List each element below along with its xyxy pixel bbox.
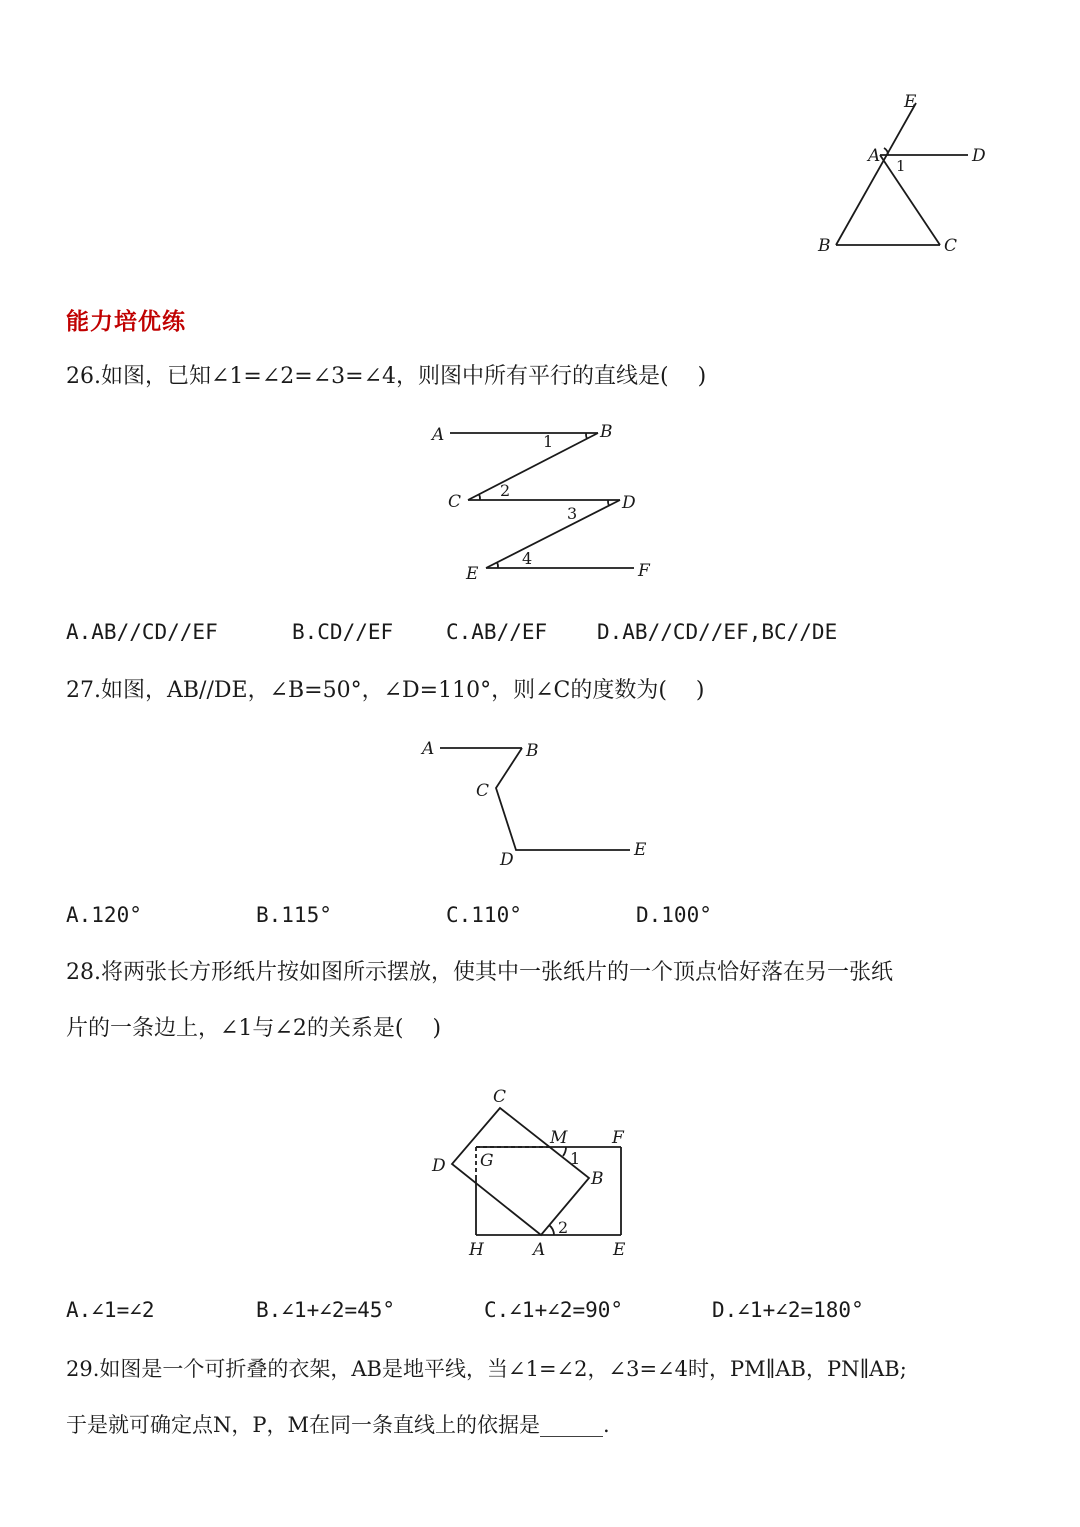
question-29-line-2: 于是就可确定点N，P，M在同一条直线上的依据是______. xyxy=(66,1413,610,1437)
figure-q26 xyxy=(420,415,670,590)
label-E: E xyxy=(904,92,917,112)
label-E: E xyxy=(466,564,479,584)
q26-option-c: C.AB//EF xyxy=(446,620,548,644)
q28-option-c: C.∠1+∠2=90° xyxy=(484,1298,624,1322)
label-1: 1 xyxy=(543,432,554,451)
q27-option-c: C.110° xyxy=(446,903,522,927)
label-2: 2 xyxy=(558,1218,569,1237)
label-E: E xyxy=(613,1240,626,1260)
label-F: F xyxy=(612,1128,624,1148)
q28-option-b: B.∠1+∠2=45° xyxy=(256,1298,396,1322)
question-28-line-2: 片的一条边上，∠1与∠2的关系是( ) xyxy=(66,1016,442,1041)
label-A: A xyxy=(422,739,435,759)
figure-q27 xyxy=(420,730,660,870)
label-F: F xyxy=(638,561,650,581)
label-G: G xyxy=(480,1151,494,1171)
q27-option-d: D.100° xyxy=(636,903,712,927)
q28-option-a: A.∠1=∠2 xyxy=(66,1298,155,1322)
label-B: B xyxy=(526,741,539,761)
q28-option-d: D.∠1+∠2=180° xyxy=(712,1298,864,1322)
label-1: 1 xyxy=(570,1149,581,1168)
label-A: A xyxy=(868,146,881,166)
label-2: 2 xyxy=(500,481,511,500)
label-C: C xyxy=(493,1087,507,1107)
label-D: D xyxy=(622,493,636,513)
q26-option-b: B.CD//EF xyxy=(292,620,394,644)
figure-q25 xyxy=(800,85,1000,265)
figure-q28 xyxy=(420,1080,660,1265)
label-3: 3 xyxy=(567,504,578,523)
question-26-text: 26.如图，已知∠1=∠2=∠3=∠4，则图中所有平行的直线是( ) xyxy=(66,364,707,389)
question-27-text: 27.如图，AB//DE，∠B=50°，∠D=110°，则∠C的度数为( ) xyxy=(66,678,705,703)
label-C: C xyxy=(944,236,958,256)
q26-option-a: A.AB//CD//EF xyxy=(66,620,218,644)
question-29-line-1: 29.如图是一个可折叠的衣架，AB是地平线，当∠1=∠2，∠3=∠4时，PM∥AB，PN∥AB; xyxy=(66,1357,907,1381)
q27-option-a: A.120° xyxy=(66,903,142,927)
label-D: D xyxy=(432,1156,446,1176)
label-B: B xyxy=(591,1169,604,1189)
label-C: C xyxy=(476,781,490,801)
label-4: 4 xyxy=(522,549,533,568)
label-E: E xyxy=(634,840,647,860)
label-B: B xyxy=(600,422,613,442)
section-title: 能力培优练 xyxy=(66,309,186,335)
label-C: C xyxy=(448,492,462,512)
label-M: M xyxy=(550,1128,568,1148)
q26-option-d: D.AB//CD//EF,BC//DE xyxy=(597,620,838,644)
label-D: D xyxy=(972,146,986,166)
label-A: A xyxy=(432,425,445,445)
label-A: A xyxy=(533,1240,546,1260)
label-H: H xyxy=(469,1240,484,1260)
label-B: B xyxy=(818,236,831,256)
label-D: D xyxy=(500,850,514,870)
label-1: 1 xyxy=(896,157,906,175)
question-28-line-1: 28.将两张长方形纸片按如图所示摆放，使其中一张纸片的一个顶点恰好落在另一张纸 xyxy=(66,960,893,985)
q27-option-b: B.115° xyxy=(256,903,332,927)
